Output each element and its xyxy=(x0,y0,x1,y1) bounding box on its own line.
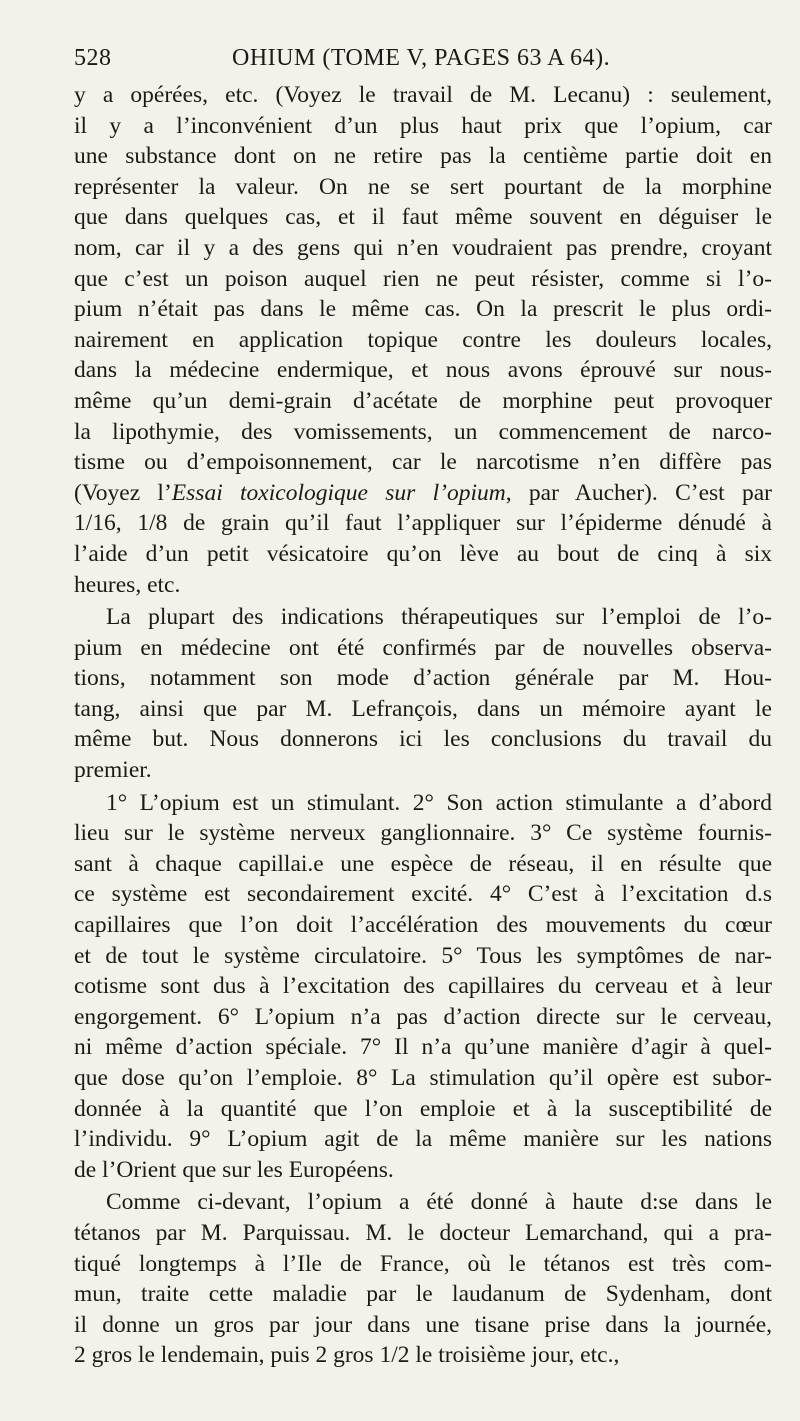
text-line: représenter la valeur. On ne se sert pourtant de la morphine xyxy=(74,173,772,200)
text-line: nom, car il y a des gens qui n’en voudraient pas prendre, croyant xyxy=(74,234,772,261)
text-line: pium n’était pas dans le même cas. On la prescrit le plus ordi- xyxy=(74,296,772,323)
paragraph xyxy=(74,80,772,600)
text-line: donnée à la quantité que l’on emploie et à la susceptibilité de xyxy=(74,1095,772,1122)
text-line: l’aide d’un petit vésicatoire qu’on lève au bout de cinq à six xyxy=(74,540,772,567)
text-line: mun, traite cette maladie par le laudanum de Sydenham, dont xyxy=(74,1281,772,1308)
text-line: tions, notamment son mode d’action générale par M. Hou- xyxy=(74,665,772,692)
text-line: lieu sur le système nerveux ganglionnaire. 3° Ce système fournis- xyxy=(74,820,772,847)
text-line: sant à chaque capillai.e une espèce de réseau, il en résulte que xyxy=(74,850,772,877)
text-line: il donne un gros par jour dans une tisane prise dans la journée, xyxy=(74,1311,772,1338)
text-line: engorgement. 6° L’opium n’a pas d’action directe sur le cerveau, xyxy=(74,1003,772,1030)
text-line: pium en médecine ont été confirmés par de nouvelles observa- xyxy=(74,634,772,661)
paragraph xyxy=(74,1187,772,1371)
text-line: que dans quelques cas, et il faut même souvent en déguiser le xyxy=(74,204,772,231)
paragraph xyxy=(74,602,772,786)
page-body xyxy=(74,80,772,1371)
text-line: ce système est secondairement excité. 4° C’est à l’excitation d.s xyxy=(74,881,772,908)
text-line: tétanos par M. Parquissau. M. le docteur Lemarchand, qui a pra- xyxy=(74,1219,772,1246)
text-line: nairement en application topique contre les douleurs locales, xyxy=(74,326,772,353)
text-line: tiqué longtemps à l’Ile de France, où le tétanos est très com- xyxy=(74,1250,772,1277)
book-title: Essai toxicologique sur l’opium xyxy=(171,479,506,506)
text-line: que c’est un poison auquel rien ne peut résister, comme si l’o- xyxy=(74,265,772,292)
text-line: ni même d’action spéciale. 7° Il n’a qu’une manière d’agir à quel- xyxy=(74,1034,772,1061)
text-line: tang, ainsi que par M. Lefrançois, dans un mémoire ayant le xyxy=(74,695,772,722)
text-line: capillaires que l’on doit l’accélération des mouvements du cœur xyxy=(74,912,772,939)
text-line: premier. xyxy=(74,757,152,784)
text-line: y a opérées, etc. (Voyez le travail de M. Lecanu) : seulement, xyxy=(74,82,772,108)
text-line: la lipothymie, des vomissements, un commencement de narco- xyxy=(74,418,772,445)
text-line: une substance dont on ne retire pas la centième partie doit en xyxy=(74,143,772,170)
text-line: 2 gros le lendemain, puis 2 gros 1/2 le troisième jour, etc., xyxy=(74,1342,620,1369)
text-line: heures, etc. xyxy=(74,571,181,598)
page-number: 528 xyxy=(74,45,112,71)
text-line: Comme ci-devant, l’opium a été donné à haute d:se dans le xyxy=(106,1189,772,1216)
paragraph xyxy=(74,788,772,1186)
text-line: que dose qu’on l’emploie. 8° La stimulation qu’il opère est subor- xyxy=(74,1065,772,1091)
text-line: La plupart des indications thérapeutiques sur l’emploi de l’o- xyxy=(106,604,772,631)
text-line: même but. Nous donnerons ici les conclusions du travail du xyxy=(74,726,772,753)
text-line: 1° L’opium est un stimulant. 2° Son action stimulante a d’abord xyxy=(106,789,772,816)
text-line: dans la médecine endermique, et nous avons éprouvé sur nous- xyxy=(74,357,772,384)
text-line: même qu’un demi-grain d’acétate de morphine peut provoquer xyxy=(74,387,772,414)
text-line: cotisme sont dus à l’excitation des capillaires du cerveau et à leur xyxy=(74,973,772,1000)
text-line: tisme ou d’empoisonnement, car le narcotisme n’en diffère pas xyxy=(74,449,772,476)
text-line: l’individu. 9° L’opium agit de la même manière sur les nations xyxy=(74,1126,772,1153)
text-line: il y a l’inconvénient d’un plus haut prix que l’opium, car xyxy=(74,112,772,139)
text-line: 1/16, 1/8 de grain qu’il faut l’appliquer sur l’épiderme dénudé à xyxy=(74,510,772,537)
text-line: de l’Orient que sur les Européens. xyxy=(74,1156,394,1183)
running-head: OHIUM (TOME V, PAGES 63 A 64). xyxy=(232,45,611,71)
text-line: et de tout le système circulatoire. 5° Tous les symptômes de nar- xyxy=(74,942,772,969)
page-header xyxy=(74,38,772,78)
text-line: (Voyez l’Essai toxicologique sur l’opium, par Aucher). C’est par xyxy=(74,479,772,506)
